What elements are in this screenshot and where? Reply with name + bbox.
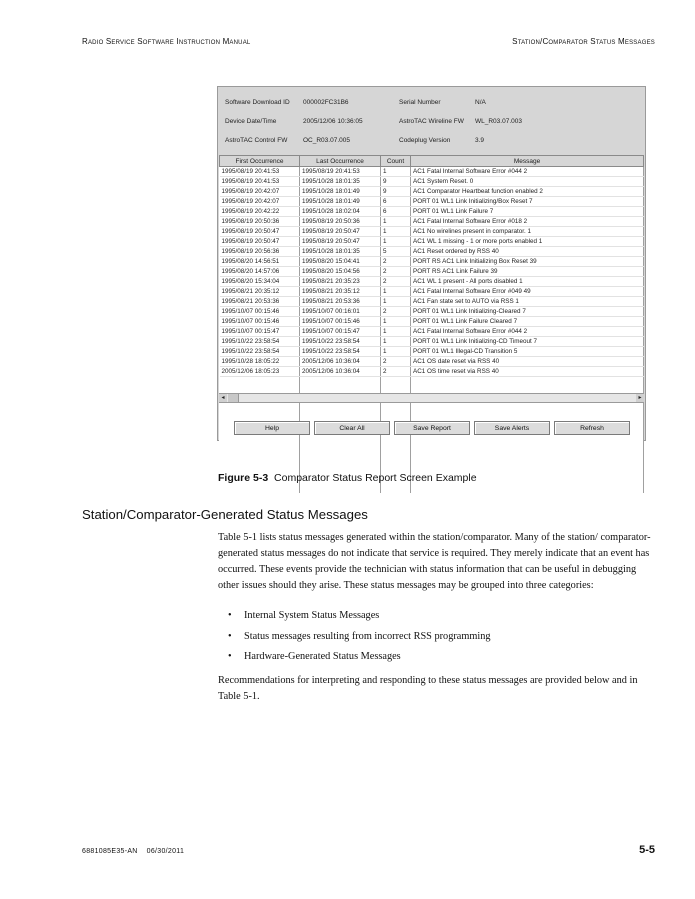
column-header-message[interactable]: Message (411, 156, 644, 167)
message-cell: AC1 OS date reset via RSS 40 (411, 357, 644, 367)
list-item-text: Status messages resulting from incorrect RSS programming (244, 630, 491, 642)
first-occurrence-cell: 1995/08/20 14:56:51 (220, 257, 300, 267)
count-cell: 1 (381, 227, 411, 237)
last-occurrence-cell: 2005/12/06 10:36:04 (300, 367, 381, 377)
first-occurrence-cell: 1995/10/22 23:58:54 (220, 347, 300, 357)
last-occurrence-cell: 1995/10/28 18:01:35 (300, 247, 381, 257)
message-cell: AC1 No wirelines present in comparator. 1 (411, 227, 644, 237)
count-cell: 1 (381, 217, 411, 227)
first-occurrence-cell: 1995/08/21 20:53:36 (220, 297, 300, 307)
column-header-first-occurrence[interactable]: First Occurrence (220, 156, 300, 167)
bullet-icon: • (228, 610, 232, 621)
device-datetime-value: 2005/12/06 10:36:05 (303, 118, 363, 125)
message-cell: PORT RS AC1 Link Failure 39 (411, 267, 644, 277)
message-cell: AC1 Comparator Heartbeat function enabled 2 (411, 187, 644, 197)
count-cell: 5 (381, 247, 411, 257)
refresh-button[interactable]: Refresh (554, 421, 630, 435)
table-row[interactable] (220, 337, 644, 347)
message-cell: PORT 01 WL1 Link Failure Cleared 7 (411, 317, 644, 327)
first-occurrence-cell: 1995/08/19 20:41:53 (220, 177, 300, 187)
last-occurrence-cell: 1995/08/20 15:04:41 (300, 257, 381, 267)
message-cell: PORT 01 WL1 Link Initializing/Box Reset 7 (411, 197, 644, 207)
count-cell: 1 (381, 287, 411, 297)
count-cell: 1 (381, 297, 411, 307)
figure-caption-text: Comparator Status Report Screen Example (274, 472, 477, 484)
message-cell: PORT 01 WL1 Illegal-CD Transition 5 (411, 347, 644, 357)
status-report-screenshot (217, 86, 646, 441)
count-cell: 1 (381, 317, 411, 327)
scroll-left-icon[interactable]: ◂ (219, 394, 227, 402)
first-occurrence-cell: 1995/08/19 20:56:36 (220, 247, 300, 257)
serial-number-label: Serial Number (399, 99, 441, 106)
table-row[interactable] (220, 367, 644, 377)
last-occurrence-cell: 1995/10/22 23:58:54 (300, 337, 381, 347)
first-occurrence-cell: 1995/10/28 18:05:22 (220, 357, 300, 367)
message-cell: AC1 WL 1 missing - 1 or more ports enabled 1 (411, 237, 644, 247)
astrotac-wireline-fw-value: WL_R03.07.003 (475, 118, 522, 125)
count-cell: 1 (381, 237, 411, 247)
last-occurrence-cell: 2005/12/06 10:36:04 (300, 357, 381, 367)
first-occurrence-cell: 1995/08/20 14:57:06 (220, 267, 300, 277)
table-row[interactable] (220, 167, 644, 177)
last-occurrence-cell: 1995/10/28 18:01:49 (300, 197, 381, 207)
column-header-last-occurrence[interactable]: Last Occurrence (300, 156, 381, 167)
count-cell: 9 (381, 187, 411, 197)
message-cell: AC1 WL 1 present - All ports disabled 1 (411, 277, 644, 287)
last-occurrence-cell: 1995/10/07 00:15:46 (300, 317, 381, 327)
list-item-text: Hardware-Generated Status Messages (244, 651, 401, 662)
table-row[interactable] (220, 287, 644, 297)
last-occurrence-cell: 1995/08/19 20:50:47 (300, 237, 381, 247)
device-datetime-label: Device Date/Time (225, 118, 277, 125)
table-row[interactable] (220, 297, 644, 307)
last-occurrence-cell: 1995/08/21 20:53:36 (300, 297, 381, 307)
first-occurrence-cell: 1995/10/07 00:15:47 (220, 327, 300, 337)
astrotac-control-fw-label: AstroTAC Control FW (225, 137, 288, 144)
first-occurrence-cell: 1995/10/07 00:15:46 (220, 307, 300, 317)
message-cell: PORT 01 WL1 Link Initializing-CD Timeout 7 (411, 337, 644, 347)
clear-all-button[interactable]: Clear All (314, 421, 390, 435)
section-title: Station/Comparator-Generated Status Messages (82, 507, 368, 522)
codeplug-version-value: 3.9 (475, 137, 485, 144)
count-cell: 6 (381, 197, 411, 207)
message-cell: AC1 Reset ordered by RSS 40 (411, 247, 644, 257)
count-cell: 2 (381, 277, 411, 287)
list-item (218, 651, 491, 672)
running-header-left: Radio Service Software Instruction Manual (82, 37, 251, 46)
first-occurrence-cell: 1995/08/19 20:50:36 (220, 217, 300, 227)
first-occurrence-cell: 1995/08/19 20:41:53 (220, 167, 300, 177)
table-row[interactable] (220, 317, 644, 327)
count-cell: 2 (381, 257, 411, 267)
bullet-icon: • (228, 651, 232, 662)
last-occurrence-cell: 1995/10/28 18:02:04 (300, 207, 381, 217)
figure-label: Figure 5-3 (218, 472, 269, 484)
first-occurrence-cell: 1995/08/19 20:42:07 (220, 187, 300, 197)
last-occurrence-cell: 1995/10/28 18:01:49 (300, 187, 381, 197)
astrotac-wireline-fw-label: AstroTAC Wireline FW (399, 118, 464, 125)
table-row[interactable] (220, 177, 644, 187)
first-occurrence-cell: 2005/12/06 18:05:23 (220, 367, 300, 377)
column-header-count[interactable]: Count (381, 156, 411, 167)
table-row[interactable] (220, 237, 644, 247)
first-occurrence-cell: 1995/08/19 20:50:47 (220, 237, 300, 247)
table-row[interactable] (220, 247, 644, 257)
list-item (218, 631, 491, 652)
table-row[interactable] (220, 217, 644, 227)
table-row[interactable] (220, 197, 644, 207)
message-cell: AC1 Fatal Internal Software Error #044 2 (411, 327, 644, 337)
count-cell: 2 (381, 357, 411, 367)
count-cell: 1 (381, 347, 411, 357)
horizontal-scrollbar[interactable] (219, 393, 644, 403)
scroll-right-icon[interactable]: ▸ (636, 394, 644, 402)
list-item-text: Internal System Status Messages (244, 610, 380, 621)
astrotac-control-fw-value: OC_R03.07.005 (303, 137, 350, 144)
status-events-table (219, 155, 644, 493)
last-occurrence-cell: 1995/10/28 18:01:35 (300, 177, 381, 187)
category-list (218, 610, 491, 672)
message-cell: PORT RS AC1 Link Initializing Box Reset 39 (411, 257, 644, 267)
count-cell: 1 (381, 167, 411, 177)
count-cell: 9 (381, 177, 411, 187)
table-row[interactable] (220, 307, 644, 317)
scrollbar-thumb[interactable] (228, 394, 239, 402)
message-cell: PORT 01 WL1 Link Initializing-Cleared 7 (411, 307, 644, 317)
save-alerts-button[interactable]: Save Alerts (474, 421, 550, 435)
recommendations-paragraph: Recommendations for interpreting and responding to these status messages are provided below and in Table 5-1. (218, 675, 638, 702)
first-occurrence-cell: 1995/10/07 00:15:46 (220, 317, 300, 327)
message-cell: AC1 Fatal Internal Software Error #018 2 (411, 217, 644, 227)
message-cell: AC1 System Reset. 0 (411, 177, 644, 187)
table-row[interactable] (220, 347, 644, 357)
first-occurrence-cell: 1995/10/22 23:58:54 (220, 337, 300, 347)
help-button[interactable]: Help (234, 421, 310, 435)
table-row[interactable] (220, 207, 644, 217)
codeplug-version-label: Codeplug Version (399, 137, 451, 144)
message-cell: AC1 Fan state set to AUTO via RSS 1 (411, 297, 644, 307)
last-occurrence-cell: 1995/10/22 23:58:54 (300, 347, 381, 357)
last-occurrence-cell: 1995/08/19 20:41:53 (300, 167, 381, 177)
doc-date: 06/30/2011 (146, 848, 185, 855)
last-occurrence-cell: 1995/08/19 20:50:36 (300, 217, 381, 227)
status-events-body (220, 167, 644, 494)
intro-paragraph: Table 5-1 lists status messages generated within the station/comparator. Many of the station/ comparator-generated status messages do not indicate that service is required. They merely indicate that an event has occurred. These events provide the technician with status information that can be useful in debugging other issues should they arise. These status messages may be grouped into three categories: (218, 532, 651, 591)
first-occurrence-cell: 1995/08/19 20:42:07 (220, 197, 300, 207)
count-cell: 1 (381, 327, 411, 337)
message-cell: AC1 Fatal Internal Software Error #044 2 (411, 167, 644, 177)
message-cell: PORT 01 WL1 Link Failure 7 (411, 207, 644, 217)
page-number: 5-5 (639, 844, 655, 856)
bullet-icon: • (228, 630, 232, 642)
last-occurrence-cell: 1995/08/21 20:35:23 (300, 277, 381, 287)
last-occurrence-cell: 1995/08/21 20:35:12 (300, 287, 381, 297)
count-cell: 1 (381, 337, 411, 347)
first-occurrence-cell: 1995/08/19 20:50:47 (220, 227, 300, 237)
table-row[interactable] (220, 267, 644, 277)
message-cell: AC1 OS time reset via RSS 40 (411, 367, 644, 377)
table-row[interactable] (220, 257, 644, 267)
running-header-right: Station/Comparator Status Messages (512, 37, 655, 46)
first-occurrence-cell: 1995/08/19 20:42:22 (220, 207, 300, 217)
doc-number: 6881085E35-AN (82, 848, 138, 855)
first-occurrence-cell: 1995/08/20 15:34:04 (220, 277, 300, 287)
software-download-id-label: Software Download ID (225, 99, 290, 106)
count-cell: 2 (381, 307, 411, 317)
count-cell: 6 (381, 207, 411, 217)
last-occurrence-cell: 1995/08/20 15:04:56 (300, 267, 381, 277)
serial-number-value: N/A (475, 99, 486, 106)
table-row[interactable] (220, 227, 644, 237)
last-occurrence-cell: 1995/10/07 00:15:47 (300, 327, 381, 337)
table-row[interactable] (220, 327, 644, 337)
list-item (218, 610, 491, 631)
table-row[interactable] (220, 357, 644, 367)
figure-caption (218, 472, 477, 484)
count-cell: 2 (381, 367, 411, 377)
save-report-button[interactable]: Save Report (394, 421, 470, 435)
table-row[interactable] (220, 187, 644, 197)
last-occurrence-cell: 1995/10/07 00:16:01 (300, 307, 381, 317)
last-occurrence-cell: 1995/08/19 20:50:47 (300, 227, 381, 237)
table-row[interactable] (220, 277, 644, 287)
count-cell: 2 (381, 267, 411, 277)
first-occurrence-cell: 1995/08/21 20:35:12 (220, 287, 300, 297)
software-download-id-value: 000002FC31B6 (303, 99, 349, 106)
message-cell: AC1 Fatal Internal Software Error #049 49 (411, 287, 644, 297)
footer-doc-info (82, 848, 184, 855)
